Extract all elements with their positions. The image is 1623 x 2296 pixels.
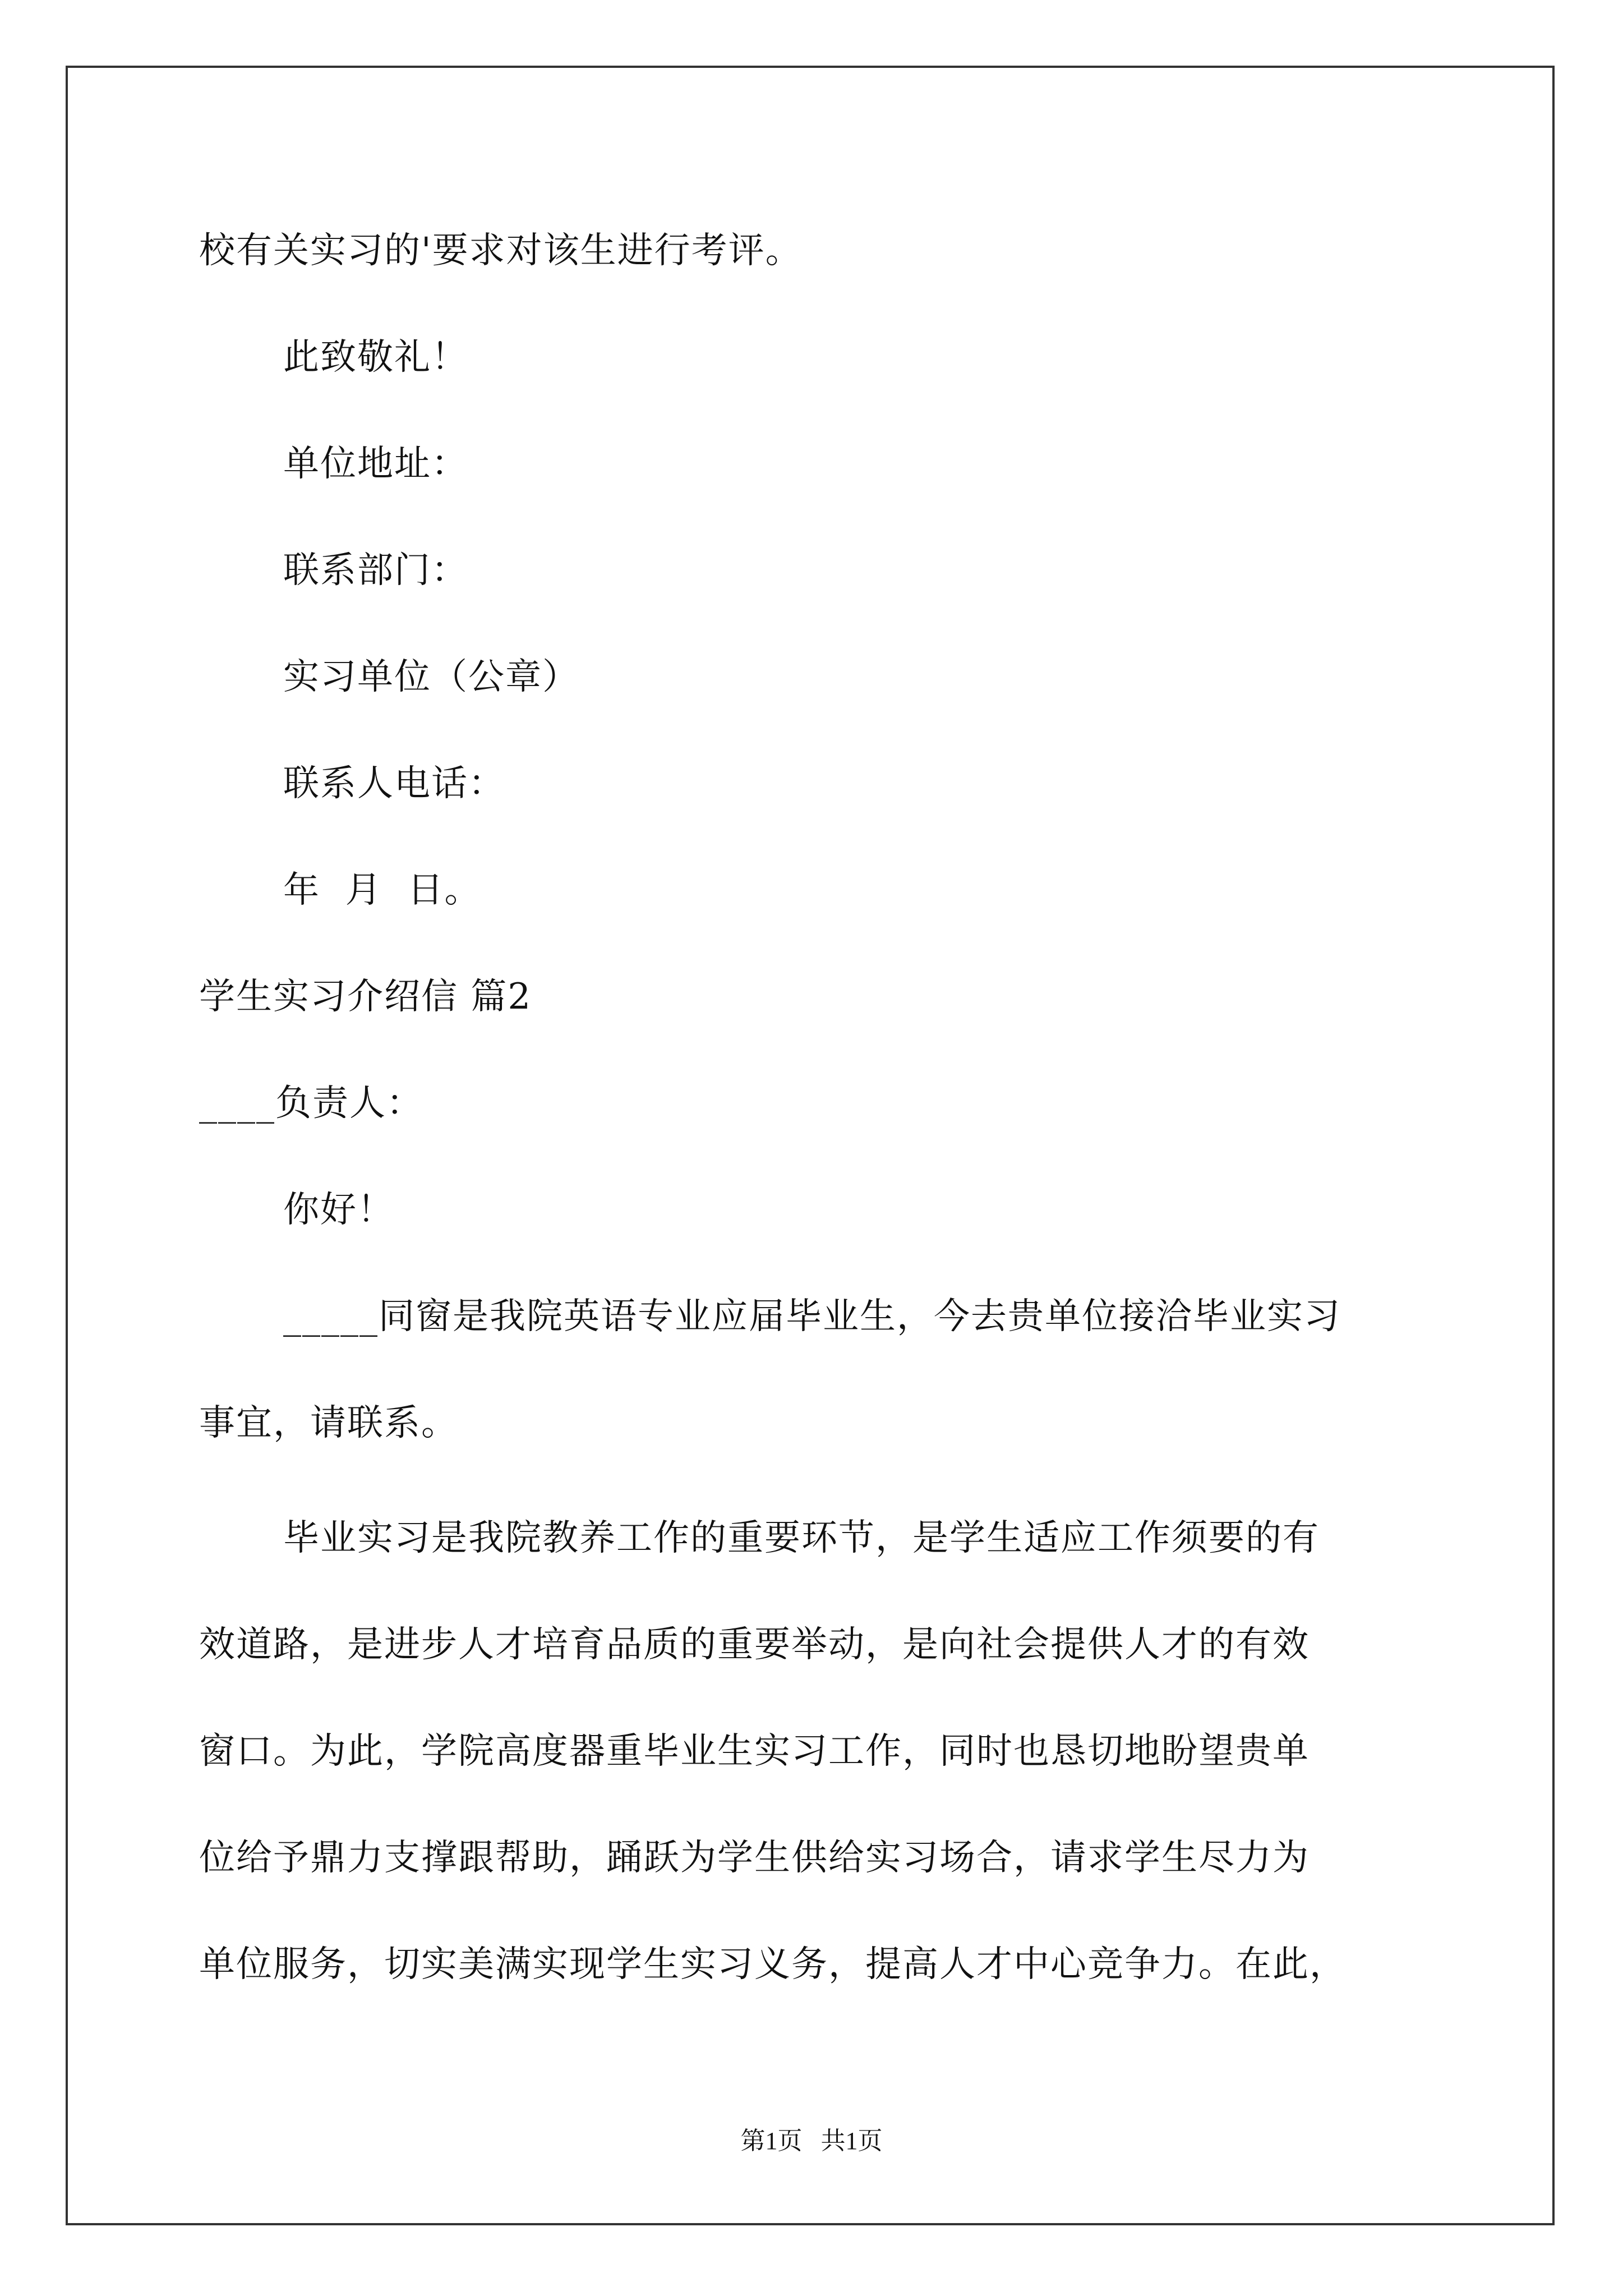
text-line: 效道路，是进步人才培育品质的重要举动，是向社会提供人才的有效 <box>199 1624 1310 1665</box>
text-line: 联系部门： <box>283 550 468 591</box>
text-line: 单位服务，切实美满实现学生实习义务，提高人才中心竞争力。在此， <box>199 1944 1347 1985</box>
text-line: ____负责人： <box>199 1083 423 1124</box>
text-line: 你好！ <box>283 1189 394 1231</box>
text-line: 实习单位（公章） <box>283 656 579 698</box>
text-line: 毕业实习是我院教养工作的重要环节，是学生适应工作须要的有 <box>283 1517 1320 1559</box>
text-line: 事宜，请联系。 <box>199 1402 458 1444</box>
text-line: 年 月 日。 <box>283 869 482 911</box>
text-line: 窗口。为此，学院高度器重毕业生实习工作，同时也恳切地盼望贵单 <box>199 1731 1310 1772</box>
text-line: 联系人电话： <box>283 763 505 804</box>
page-number-footer: 第1页 共1页 <box>740 2127 883 2155</box>
text-line: 校有关实习的'要求对该生进行考评。 <box>199 230 803 272</box>
text-line: 此致敬礼！ <box>283 337 468 378</box>
text-line: 位给予鼎力支撑跟帮助，踊跃为学生供给实习场合，请求学生尽力为 <box>199 1837 1310 1879</box>
section-heading: 学生实习介绍信 篇2 <box>199 976 532 1018</box>
text-line: 单位地址： <box>283 443 468 485</box>
text-line: _____同窗是我院英语专业应届毕业生，今去贵单位接洽毕业实习 <box>283 1296 1341 1337</box>
